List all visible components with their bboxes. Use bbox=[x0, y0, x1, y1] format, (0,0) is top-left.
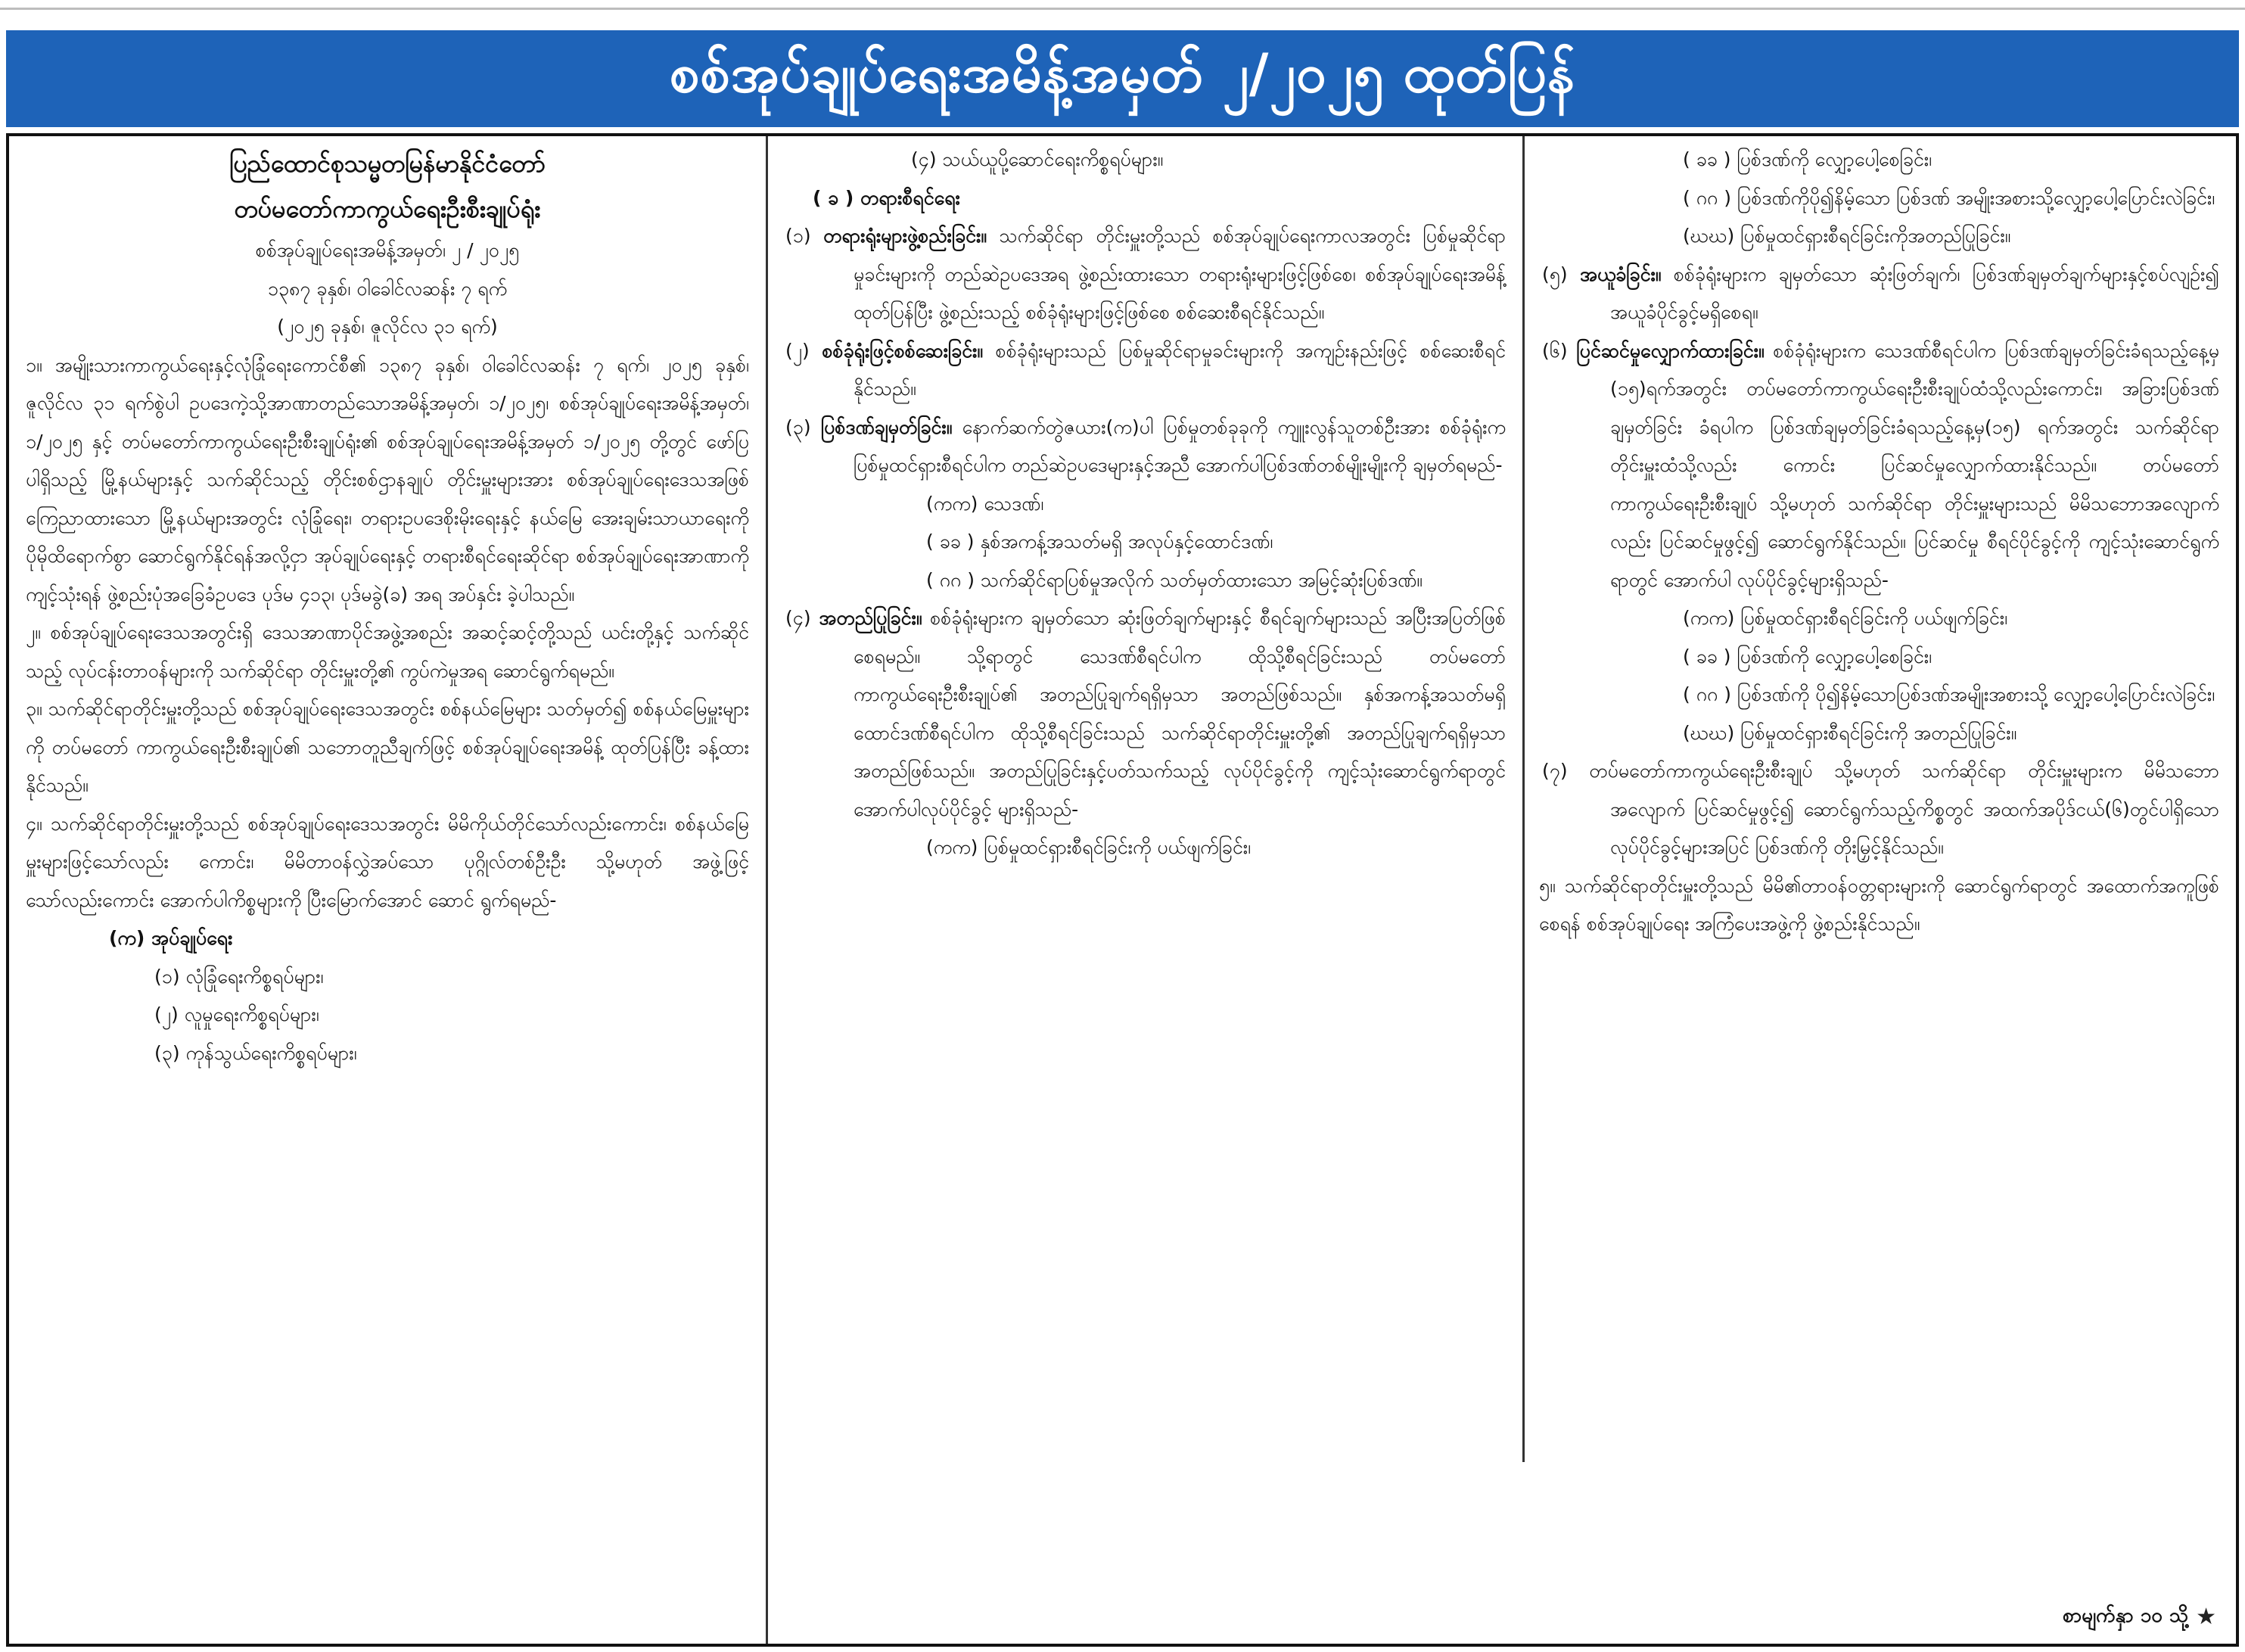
judiciary-item-6-title: ပြင်ဆင်မှုလျှောက်ထားခြင်း။ bbox=[1576, 339, 1765, 362]
revision-option-confirm: (ဃဃ) ပြစ်မှုထင်ရှားစီရင်ခြင်းကို အတည်ပြုခြင်း။ bbox=[1683, 721, 2017, 744]
judiciary-item-2-title: စစ်ခုံရုံးဖြင့်စစ်ဆေးခြင်း။ bbox=[822, 339, 983, 362]
revision-option-reduce: ( ခခ ) ပြစ်ဒဏ်ကို လျှော့ပေါ့စေခြင်း၊ bbox=[1683, 645, 1933, 667]
top-rule bbox=[0, 8, 2245, 10]
judiciary-item-6-text: စစ်ခုံရုံးများက သေဒဏ်စီရင်ပါက ပြစ်ဒဏ်ချမှတ်ခြင်းခံရသည့်နေ့မှ (၁၅)ရက်အတွင်း တပ်မတော်ကာကွယ်ရေးဦးစီးချုပ်ထံသို့လည်းကောင်း၊ အခြားပြစ်ဒဏ်ချမှတ်ခြင်း ခံရပါက ပြစ်ဒဏ်ချမှတ်ခြင်းခံရသည့်နေ့မှ(၁၅) ရက်အတွင်း သက်ဆိုင်ရာ တိုင်းမှူးထံသို့လည်း ကောင်း ပြင်ဆင်မှုလျှောက်ထားနိုင်သည်။ တပ်မတော်ကာကွယ်ရေးဦးစီးချုပ် သို့မဟုတ် သက်ဆိုင်ရာ တိုင်းမှူးများသည် မိမိသဘောအလျောက်လည်း ပြင်ဆင်မှုဖွင့်၍ ဆောင်ရွက်နိုင်သည်။ ပြင်ဆင်မှု စီရင်ပိုင်ခွင့်ကို ကျင့်သုံးဆောင်ရွက်ရာတွင် အောက်ပါ လုပ်ပိုင်ခွင့်များရှိသည်- bbox=[1610, 339, 2219, 591]
judiciary-item-3-title: ပြစ်ဒဏ်ချမှတ်ခြင်း။ bbox=[820, 415, 953, 438]
judiciary-item-4: (၄) အတည်ပြုခြင်း။ စစ်ခုံရုံးများက ချမှတ်သော ဆုံးဖြတ်ချက်များနှင့် စီရင်ချက်များသည် အပြီးအပြတ်ဖြစ်စေရမည်။ သို့ရာတွင် သေဒဏ်စီရင်ပါက ထိုသို့စီရင်ခြင်းသည် တပ်မတော်ကာကွယ်ရေးဦးစီးချုပ်၏ အတည်ပြုချက်ရရှိမှသာ အတည်ဖြစ်သည်။ နှစ်အကန့်အသတ်မရှိ ထောင်ဒဏ်စီရင်ပါက ထိုသို့စီရင်ခြင်းသည် သက်ဆိုင်ရာတိုင်းမှူးတို့၏ အတည်ပြုချက်ရရှိမှသာ အတည်ဖြစ်သည်။ အတည်ပြုခြင်းနှင့်ပတ်သက်သည့် လုပ်ပိုင်ခွင့်ကို ကျင့်သုံးဆောင်ရွက်ရာတွင် အောက်ပါလုပ်ပိုင်ခွင့် များရှိသည်- bbox=[785, 607, 1506, 820]
admin-item-1: (၁) လုံခြုံရေးကိစ္စရပ်များ၊ bbox=[154, 965, 324, 988]
judiciary-item-6: (၆) ပြင်ဆင်မှုလျှောက်ထားခြင်း။ စစ်ခုံရုံးများက သေဒဏ်စီရင်ပါက ပြစ်ဒဏ်ချမှတ်ခြင်းခံရသည့်နေ့မှ (၁၅)ရက်အတွင်း တပ်မတော်ကာကွယ်ရေးဦးစီးချုပ်ထံသို့လည်းကောင်း၊ အခြားပြစ်ဒဏ်ချမှတ်ခြင်း ခံရပါက ပြစ်ဒဏ်ချမှတ်ခြင်းခံရသည့်နေ့မှ(၁၅) ရက်အတွင်း သက်ဆိုင်ရာ တိုင်းမှူးထံသို့လည်း ကောင်း ပြင်ဆင်မှုလျှောက်ထားနိုင်သည်။ တပ်မတော်ကာကွယ်ရေးဦးစီးချုပ် သို့မဟုတ် သက်ဆိုင်ရာ တိုင်းမှူးများသည် မိမိသဘောအလျောက်လည်း ပြင်ဆင်မှုဖွင့်၍ ဆောင်ရွက်နိုင်သည်။ ပြင်ဆင်မှု စီရင်ပိုင်ခွင့်ကို ကျင့်သုံးဆောင်ရွက်ရာတွင် အောက်ပါ လုပ်ပိုင်ခွင့်များရှိသည်- bbox=[1542, 339, 2219, 591]
confirm-option-reduce: ( ခခ ) ပြစ်ဒဏ်ကို လျှော့ပေါ့စေခြင်း၊ bbox=[1683, 148, 1933, 170]
judiciary-item-2-text: စစ်ခုံရုံးများသည် ပြစ်မှုဆိုင်ရာမှုခင်းများကို အကျဉ်းနည်းဖြင့် စစ်ဆေးစီရင်နိုင်သည်။ bbox=[854, 339, 1506, 400]
revision-option-commute: ( ဂဂ ) ပြစ်ဒဏ်ကို ပို၍နိမ့်သောပြစ်ဒဏ်အမျိုးအစားသို့ လျှော့ပေါ့ပြောင်းလဲခြင်း၊ bbox=[1683, 683, 2215, 705]
star-icon: ★ bbox=[2196, 1604, 2216, 1630]
headline-banner bbox=[6, 30, 2239, 127]
confirm-option-confirm: (ဃဃ) ပြစ်မှုထင်ရှားစီရင်ခြင်းကိုအတည်ပြုခြင်း။ bbox=[1683, 225, 2011, 247]
confirm-option-commute: ( ဂဂ ) ပြစ်ဒဏ်ကိုပို၍နိမ့်သော ပြစ်ဒဏ် အမျိုးအစားသို့လျှော့ပေါ့ပြောင်းလဲခြင်း၊ bbox=[1683, 186, 2215, 209]
section-administration: (က) အုပ်ချုပ်ရေး bbox=[109, 927, 233, 949]
order-number: စစ်အုပ်ချုပ်ရေးအမိန့်အမှတ်၊ ၂ / ၂၀၂၅ bbox=[255, 239, 520, 261]
judiciary-item-3: (၃) ပြစ်ဒဏ်ချမှတ်ခြင်း။ နောက်ဆက်တွဲဇယား(က)ပါ ပြစ်မှုတစ်ခုခုကို ကျူးလွန်သူတစ်ဦးအား စစ်ခုံရုံးက ပြစ်မှုထင်ရှားစီရင်ပါက တည်ဆဲဥပဒေများနှင့်အညီ အောက်ပါပြစ်ဒဏ်တစ်မျိုးမျိုးကို ချမှတ်ရမည်- bbox=[785, 415, 1506, 476]
office-heading: တပ်မတော်ကာကွယ်ရေးဦးစီးချုပ်ရုံး bbox=[234, 194, 541, 223]
admin-item-2: (၂) လူမှုရေးကိစ္စရပ်များ၊ bbox=[154, 1003, 319, 1025]
confirm-option-cancel: (ကက) ပြစ်မှုထင်ရှားစီရင်ခြင်းကို ပယ်ဖျက်ခြင်း၊ bbox=[926, 836, 1252, 858]
judiciary-item-7-text: တပ်မတော်ကာကွယ်ရေးဦးစီးချုပ် သို့မဟုတ် သက်ဆိုင်ရာ တိုင်းမှူးများက မိမိသဘော အလျောက် ပြင်ဆင်မှုဖွင့်၍ ဆောင်ရွက်သည့်ကိစ္စတွင် အထက်အပိုဒ်ငယ်(၆)တွင်ပါရှိသော လုပ်ပိုင်ခွင့်များအပြင် ပြစ်ဒဏ်ကို တိုးမြှင့်နိုင်သည်။ bbox=[1589, 760, 2219, 858]
issuer-heading: ပြည်ထောင်စုသမ္မတမြန်မာနိုင်ငံတော် bbox=[229, 149, 546, 178]
section-judiciary: ( ခ ) တရားစီရင်ရေး bbox=[813, 186, 960, 209]
judiciary-item-1-text: သက်ဆိုင်ရာ တိုင်းမှူးတို့သည် စစ်အုပ်ချုပ်ရေးကာလအတွင်း ပြစ်မှုဆိုင်ရာမှုခင်းများကို တည်ဆဲဥပဒေအရ ဖွဲ့စည်းထားသော တရားရုံးများဖြင့်ဖြစ်စေ၊ စစ်အုပ်ချုပ်ရေးအမိန့် ထုတ်ပြန်ပြီး ဖွဲ့စည်းသည့် စစ်ခုံရုံးများဖြင့်ဖြစ်စေ စစ်ဆေးစီရင်နိုင်သည်။ bbox=[854, 225, 1506, 323]
penalty-death: (ကက) သေဒဏ်၊ bbox=[926, 492, 1044, 515]
penalty-max: ( ဂဂ ) သက်ဆိုင်ရာပြစ်မှုအလိုက် သတ်မှတ်ထားသော အမြင့်ဆုံးပြစ်ဒဏ်။ bbox=[926, 568, 1423, 591]
revision-option-cancel: (ကက) ပြစ်မှုထင်ရှားစီရင်ခြင်းကို ပယ်ဖျက်ခြင်း၊ bbox=[1683, 607, 2008, 629]
column-1 bbox=[9, 136, 766, 1644]
paragraph-5: ၅။ သက်ဆိုင်ရာတိုင်းမှူးတို့သည် မိမိ၏တာဝန်ဝတ္တရားများကို ဆောင်ရွက်ရာတွင် အထောက်အကူဖြစ်စေရန် စစ်အုပ်ချုပ်ရေး အကြံပေးအဖွဲ့ကို ဖွဲ့စည်းနိုင်သည်။ bbox=[1539, 874, 2219, 935]
gregorian-date: (၂၀၂၅ ခုနှစ်၊ ဇူလိုင်လ ၃၁ ရက်) bbox=[277, 316, 498, 338]
judiciary-item-5-title: အယူခံခြင်း။ bbox=[1580, 263, 1662, 285]
continued-on-page[interactable] bbox=[2063, 1602, 2216, 1632]
article-frame bbox=[6, 133, 2239, 1647]
judiciary-item-5-text: စစ်ခုံရုံးများက ချမှတ်သော ဆုံးဖြတ်ချက်၊ ပြစ်ဒဏ်ချမှတ်ချက်များနှင့်စပ်လျဉ်း၍ အယူခံပိုင်ခွင့်မရှိစေရ။ bbox=[1610, 263, 2219, 323]
penalty-life: ( ခခ ) နှစ်အကန့်အသတ်မရှိ အလုပ်နှင့်ထောင်ဒဏ်၊ bbox=[926, 530, 1273, 552]
headline-title: စစ်အုပ်ချုပ်ရေးအမိန့်အမှတ် ၂/၂၀၂၅ ထုတ်ပြန် bbox=[669, 42, 1576, 104]
paragraph-1: ၁။ အမျိုးသားကာကွယ်ရေးနှင့်လုံခြုံရေးကောင်စီ၏ ၁၃၈၇ ခုနှစ်၊ ဝါခေါင်လဆန်း ၇ ရက်၊ ၂၀၂၅ ခုနှစ်၊ ဇူလိုင်လ ၃၁ ရက်စွဲပါ ဥပဒေကဲ့သို့အာဏာတည်သောအမိန့်အမှတ်၊ ၁/၂၀၂၅၊ စစ်အုပ်ချုပ်ရေးအမိန့်အမှတ်၊ ၁/၂၀၂၅ နှင့် တပ်မတော်ကာကွယ်ရေးဦးစီးချုပ်ရုံး၏ စစ်အုပ်ချုပ်ရေးအမိန့်အမှတ် ၁/၂၀၂၅ တို့တွင် ဖော်ပြပါရှိသည့် မြို့နယ်များနှင့် သက်ဆိုင်သည့် တိုင်းစစ်ဌာနချုပ် တိုင်းမှူးများအား စစ်အုပ်ချုပ်ရေးဒေသအဖြစ် ကြေညာထားသော မြို့နယ်များအတွင်း လုံခြုံရေး၊ တရားဥပဒေစိုးမိုးရေးနှင့် နယ်မြေ အေးချမ်းသာယာရေးကို ပိုမိုထိရောက်စွာ ဆောင်ရွက်နိုင်ရန်အလို့ငှာ အုပ်ချုပ်ရေးနှင့် တရားစီရင်ရေးဆိုင်ရာ စစ်အုပ်ချုပ်ရေးအာဏာကိုကျင့်သုံးရန် ဖွဲ့စည်းပုံအခြေခံဥပဒေ ပုဒ်မ ၄၁၃၊ ပုဒ်မခွဲ(ခ) အရ အပ်နှင်း ခဲ့ပါသည်။ bbox=[26, 353, 749, 605]
myanmar-date: ၁၃၈၇ ခုနှစ်၊ ဝါခေါင်လဆန်း ၇ ရက် bbox=[267, 277, 508, 300]
paragraph-2: ၂။ စစ်အုပ်ချုပ်ရေးဒေသအတွင်းရှိ ဒေသအာဏာပိုင်အဖွဲ့အစည်း အဆင့်ဆင့်တို့သည် ယင်းတို့နှင့် သက်ဆိုင်သည့် လုပ်ငန်းတာဝန်များကို သက်ဆိုင်ရာ တိုင်းမှူးတို့၏ ကွပ်ကဲမှုအရ ဆောင်ရွက်ရမည်။ bbox=[26, 621, 749, 682]
paragraph-4: ၄။ သက်ဆိုင်ရာတိုင်းမှူးတို့သည် စစ်အုပ်ချုပ်ရေးဒေသအတွင်း မိမိကိုယ်တိုင်သော်လည်းကောင်း၊ စစ်နယ်မြေမှူးများဖြင့်သော်လည်း ကောင်း၊ မိမိတာဝန်လွှဲအပ်သော ပုဂ္ဂိုလ်တစ်ဦးဦး သို့မဟုတ် အဖွဲ့ဖြင့် သော်လည်းကောင်း အောက်ပါကိစ္စများကို ပြီးမြောက်အောင် ဆောင် ရွက်ရမည်- bbox=[26, 812, 749, 911]
admin-item-3: (၃) ကုန်သွယ်ရေးကိစ္စရပ်များ၊ bbox=[154, 1041, 357, 1064]
judiciary-item-7: (၇) တပ်မတော်ကာကွယ်ရေးဦးစီးချုပ် သို့မဟုတ် သက်ဆိုင်ရာ တိုင်းမှူးများက မိမိသဘော အလျောက် ပြင်ဆင်မှုဖွင့်၍ ဆောင်ရွက်သည့်ကိစ္စတွင် အထက်အပိုဒ်ငယ်(၆)တွင်ပါရှိသော လုပ်ပိုင်ခွင့်များအပြင် ပြစ်ဒဏ်ကို တိုးမြှင့်နိုင်သည်။ bbox=[1542, 760, 2219, 858]
continued-label: စာမျက်နှာ ၁၀ သို့ bbox=[2062, 1604, 2189, 1627]
judiciary-item-2: (၂) စစ်ခုံရုံးဖြင့်စစ်ဆေးခြင်း။ စစ်ခုံရုံးများသည် ပြစ်မှုဆိုင်ရာမှုခင်းများကို အကျဉ်းနည်းဖြင့် စစ်ဆေးစီရင်နိုင်သည်။ bbox=[785, 339, 1506, 400]
judiciary-item-1: (၁) တရားရုံးများဖွဲ့စည်းခြင်း။ သက်ဆိုင်ရာ တိုင်းမှူးတို့သည် စစ်အုပ်ချုပ်ရေးကာလအတွင်း ပြစ်မှုဆိုင်ရာမှုခင်းများကို တည်ဆဲဥပဒေအရ ဖွဲ့စည်းထားသော တရားရုံးများဖြင့်ဖြစ်စေ၊ စစ်အုပ်ချုပ်ရေးအမိန့် ထုတ်ပြန်ပြီး ဖွဲ့စည်းသည့် စစ်ခုံရုံးများဖြင့်ဖြစ်စေ စစ်ဆေးစီရင်နိုင်သည်။ bbox=[785, 225, 1506, 323]
admin-item-4: (၄) သယ်ယူပို့ဆောင်ရေးကိစ္စရပ်များ။ bbox=[911, 148, 1164, 170]
column-2 bbox=[766, 136, 1522, 1644]
judiciary-item-4-title: အတည်ပြုခြင်း။ bbox=[819, 607, 922, 629]
paragraph-3: ၃။ သက်ဆိုင်ရာတိုင်းမှူးတို့သည် စစ်အုပ်ချုပ်ရေးဒေသအတွင်း စစ်နယ်မြေများ သတ်မှတ်၍ စစ်နယ်မြေမှူးများကို တပ်မတော် ကာကွယ်ရေးဦးစီးချုပ်၏ သဘောတူညီချက်ဖြင့် စစ်အုပ်ချုပ်ရေးအမိန့် ထုတ်ပြန်ပြီး ခန့်ထားနိုင်သည်။ bbox=[26, 698, 749, 796]
judiciary-item-5: (၅) အယူခံခြင်း။ စစ်ခုံရုံးများက ချမှတ်သော ဆုံးဖြတ်ချက်၊ ပြစ်ဒဏ်ချမှတ်ချက်များနှင့်စပ်လျဉ်း၍ အယူခံပိုင်ခွင့်မရှိစေရ။ bbox=[1542, 263, 2219, 323]
judiciary-item-1-title: တရားရုံးများဖွဲ့စည်းခြင်း။ bbox=[823, 225, 987, 247]
judiciary-item-3-text: နောက်ဆက်တွဲဇယား(က)ပါ ပြစ်မှုတစ်ခုခုကို ကျူးလွန်သူတစ်ဦးအား စစ်ခုံရုံးက ပြစ်မှုထင်ရှားစီရင်ပါက တည်ဆဲဥပဒေများနှင့်အညီ အောက်ပါပြစ်ဒဏ်တစ်မျိုးမျိုးကို ချမှတ်ရမည်- bbox=[854, 415, 1506, 476]
column-3 bbox=[1522, 136, 2236, 1644]
judiciary-item-4-text: စစ်ခုံရုံးများက ချမှတ်သော ဆုံးဖြတ်ချက်များနှင့် စီရင်ချက်များသည် အပြီးအပြတ်ဖြစ်စေရမည်။ သို့ရာတွင် သေဒဏ်စီရင်ပါက ထိုသို့စီရင်ခြင်းသည် တပ်မတော်ကာကွယ်ရေးဦးစီးချုပ်၏ အတည်ပြုချက်ရရှိမှသာ အတည်ဖြစ်သည်။ နှစ်အကန့်အသတ်မရှိ ထောင်ဒဏ်စီရင်ပါက ထိုသို့စီရင်ခြင်းသည် သက်ဆိုင်ရာတိုင်းမှူးတို့၏ အတည်ပြုချက်ရရှိမှသာ အတည်ဖြစ်သည်။ အတည်ပြုခြင်းနှင့်ပတ်သက်သည့် လုပ်ပိုင်ခွင့်ကို ကျင့်သုံးဆောင်ရွက်ရာတွင် အောက်ပါလုပ်ပိုင်ခွင့် များရှိသည်- bbox=[854, 607, 1506, 820]
